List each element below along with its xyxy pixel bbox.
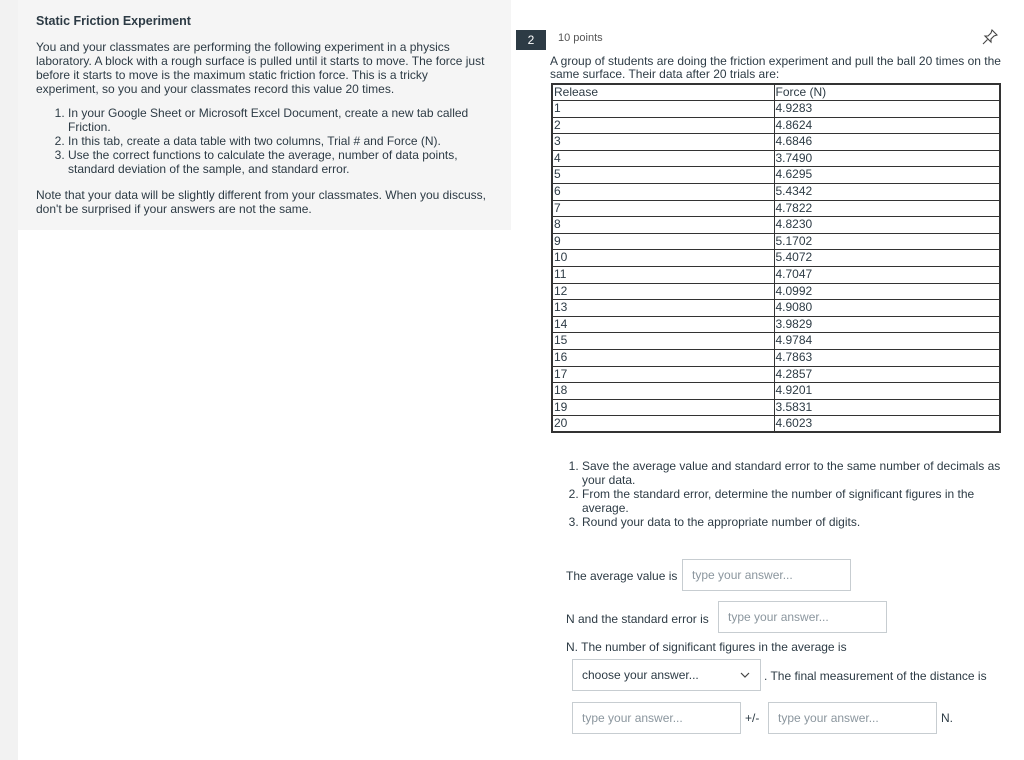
table-row [552,350,1000,367]
table-row [552,167,1000,184]
table-header-row [552,84,1000,101]
release-cell: 4 [552,150,774,167]
force-cell: 4.2857 [774,366,1000,383]
release-cell: 17 [552,366,774,383]
release-cell: 3 [552,134,774,151]
force-cell: 4.6023 [774,416,1000,433]
force-cell: 4.7822 [774,200,1000,217]
force-cell: 4.0992 [774,283,1000,300]
force-cell: 4.6846 [774,134,1000,151]
table-row [552,117,1000,134]
table-row [552,366,1000,383]
release-cell: 2 [552,117,774,134]
force-cell: 4.8624 [774,117,1000,134]
question-number-badge: 2 [516,30,546,50]
release-cell: 6 [552,184,774,201]
release-cell: 10 [552,250,774,267]
instruction-item: 3. Round your data to the appropriate number of digits. [582,515,1008,529]
release-cell: 12 [552,283,774,300]
force-cell: 4.7047 [774,267,1000,284]
question-points: 10 points [558,32,603,44]
force-cell: 5.4072 [774,250,1000,267]
force-cell: 3.9829 [774,316,1000,333]
stimulus-step: 1. In your Google Sheet or Microsoft Excel Document, create a new tab called Friction. [68,106,493,134]
final-value-input[interactable] [572,702,741,734]
data-table [551,83,1001,433]
table-row [552,184,1000,201]
force-cell: 4.7863 [774,350,1000,367]
release-cell: 15 [552,333,774,350]
table-row [552,134,1000,151]
table-row [552,383,1000,400]
final-measurement-label: . The final measurement of the distance is [764,669,987,683]
table-row [552,267,1000,284]
stimulus-note: Note that your data will be slightly different from your classmates. When you discuss, don't be surprised if your answers are not the same. [36,188,486,216]
release-cell: 13 [552,300,774,317]
stimulus-panel [18,0,511,230]
table-row [552,250,1000,267]
release-cell: 14 [552,316,774,333]
answer-instructions [568,459,1008,529]
force-cell: 4.8230 [774,217,1000,234]
standard-error-label: N and the standard error is [566,612,709,626]
table-row [552,300,1000,317]
release-cell: 18 [552,383,774,400]
table-row [552,217,1000,234]
average-label: The average value is [566,569,678,583]
instruction-item: 2. From the standard error, determine the number of significant figures in the average. [582,487,1008,515]
table-row [552,399,1000,416]
force-cell: 3.5831 [774,399,1000,416]
table-row [552,283,1000,300]
release-cell: 7 [552,200,774,217]
table-header-cell: Release [552,84,774,101]
release-cell: 19 [552,399,774,416]
stimulus-step: 2. In this tab, create a data table with two columns, Trial # and Force (N). [68,134,493,148]
force-cell: 3.7490 [774,150,1000,167]
force-cell: 4.9201 [774,383,1000,400]
release-cell: 16 [552,350,774,367]
force-cell: 4.6295 [774,167,1000,184]
standard-error-input[interactable] [718,601,887,633]
table-row [552,150,1000,167]
stimulus-steps [68,106,493,176]
release-cell: 1 [552,101,774,118]
table-row [552,333,1000,350]
force-cell: 5.1702 [774,233,1000,250]
release-cell: 9 [552,233,774,250]
unit-label: N. [941,711,953,725]
table-row [552,416,1000,433]
chevron-down-icon [740,670,750,680]
sig-figs-select-value: choose your answer... [582,668,699,682]
final-error-input[interactable] [768,702,937,734]
question-text: A group of students are doing the friction experiment and pull the ball 20 times on the same surface. Their data after 20 trials are: [550,54,1001,81]
release-cell: 11 [552,267,774,284]
plus-minus-label: +/- [745,711,760,725]
release-cell: 8 [552,217,774,234]
table-header-cell: Force (N) [774,84,1000,101]
force-cell: 5.4342 [774,184,1000,201]
table-row [552,316,1000,333]
table-row [552,101,1000,118]
release-cell: 5 [552,167,774,184]
sig-figs-select[interactable] [572,659,761,691]
sig-figs-label: N. The number of significant figures in the average is [566,640,847,654]
force-cell: 4.9080 [774,300,1000,317]
pin-icon[interactable] [982,29,998,45]
stimulus-title: Static Friction Experiment [36,14,191,28]
average-value-input[interactable] [682,559,851,591]
instruction-item: 1. Save the average value and standard error to the same number of decimals as your data. [582,459,1008,487]
force-cell: 4.9784 [774,333,1000,350]
stimulus-intro: You and your classmates are performing the following experiment in a physics laboratory. A block with a rough surface is pulled until it starts to move. The force just before it starts to move is the maximum static friction force. This is a tricky experiment, so you and your classmates record this value 20 times. [36,40,485,96]
force-cell: 4.9283 [774,101,1000,118]
table-row [552,233,1000,250]
stimulus-step: 3. Use the correct functions to calculate the average, number of data points, standard deviation of the sample, and standard error. [68,148,493,176]
release-cell: 20 [552,416,774,433]
table-row [552,200,1000,217]
quiz-page [18,0,1024,760]
